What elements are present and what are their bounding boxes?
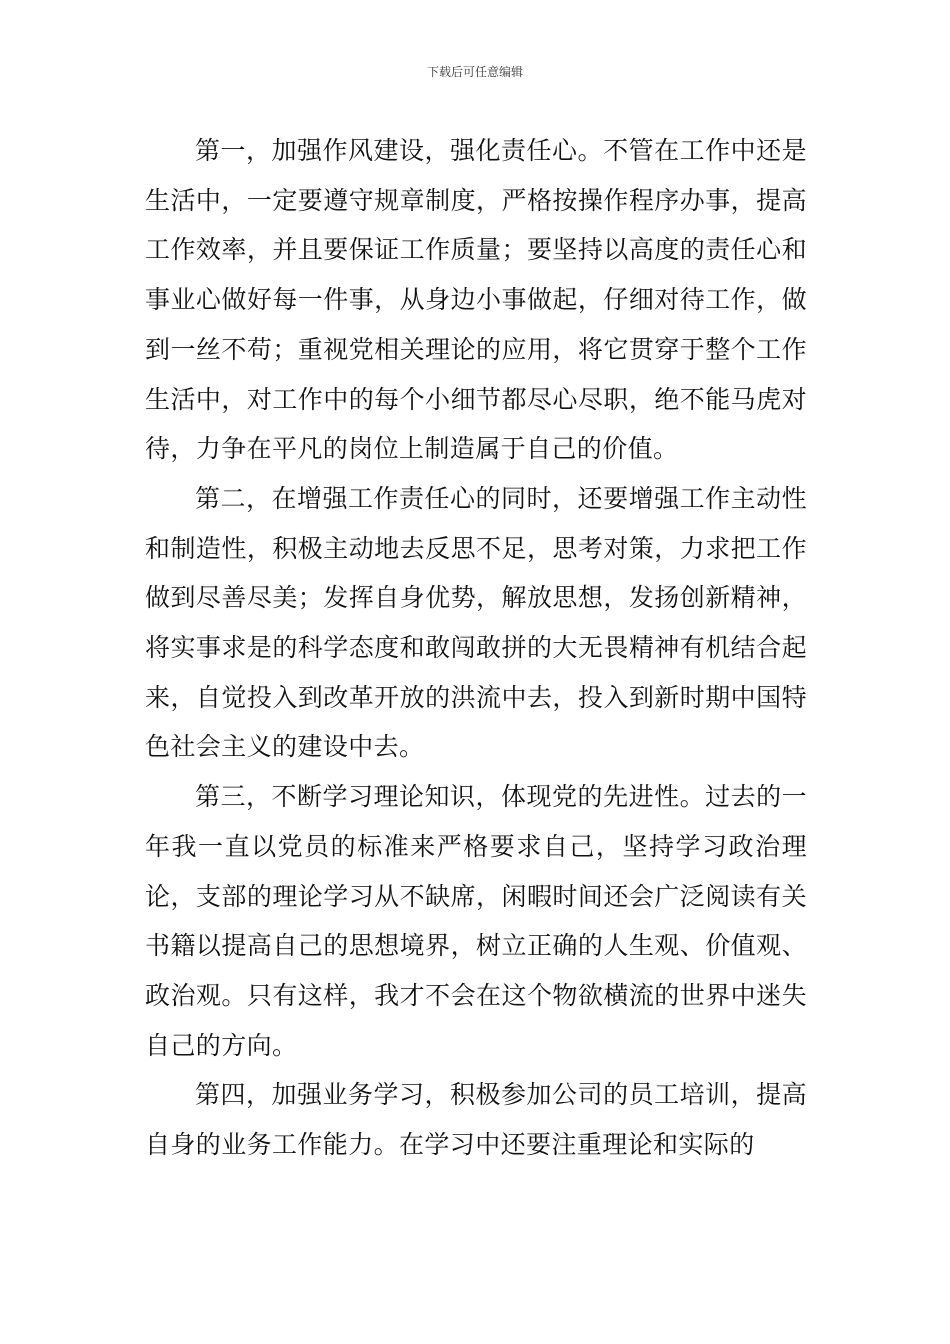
paragraph-1: 第一，加强作风建设，强化责任心。不管在工作中还是生活中，一定要遵守规章制度，严格按操作程序办事，提高工作效率，并且要保证工作质量；要坚持以高度的责任心和事业心做好每一件事，从身边小事做起，仔细对待工作，做到一丝不苟；重视党相关理论的应用，将它贯穿于整个工作生活中，对工作中的每个小细节都尽心尽职，绝不能马虎对待，力争在平凡的岗位上制造属于自己的价值。 [145, 136, 807, 464]
paragraph-2: 第二，在增强工作责任心的同时，还要增强工作主动性和制造性，积极主动地去反思不足，思考对策，力求把工作做到尽善尽美；发挥自身优势，解放思想，发扬创新精神，将实事求是的科学态度和敢闯敢拼的大无畏精神有机结合起来，自觉投入到改革开放的洪流中去，投入到新时期中国特色社会主义的建设中去。 [145, 483, 807, 762]
paragraph-4: 第四，加强业务学习，积极参加公司的员工培训，提高自身的业务工作能力。在学习中还要注重理论和实际的 [145, 1080, 807, 1160]
document-body [145, 126, 807, 1170]
page-header: 下载后可任意编辑 [426, 65, 523, 79]
paragraph-3: 第三，不断学习理论知识，体现党的先进性。过去的一年我一直以党员的标准来严格要求自己，坚持学习政治理论，支部的理论学习从不缺席，闲暇时间还会广泛阅读有关书籍以提高自己的思想境界，树立正确的人生观、价值观、政治观。只有这样，我才不会在这个物欲横流的世界中迷失自己的方向。 [145, 782, 807, 1060]
